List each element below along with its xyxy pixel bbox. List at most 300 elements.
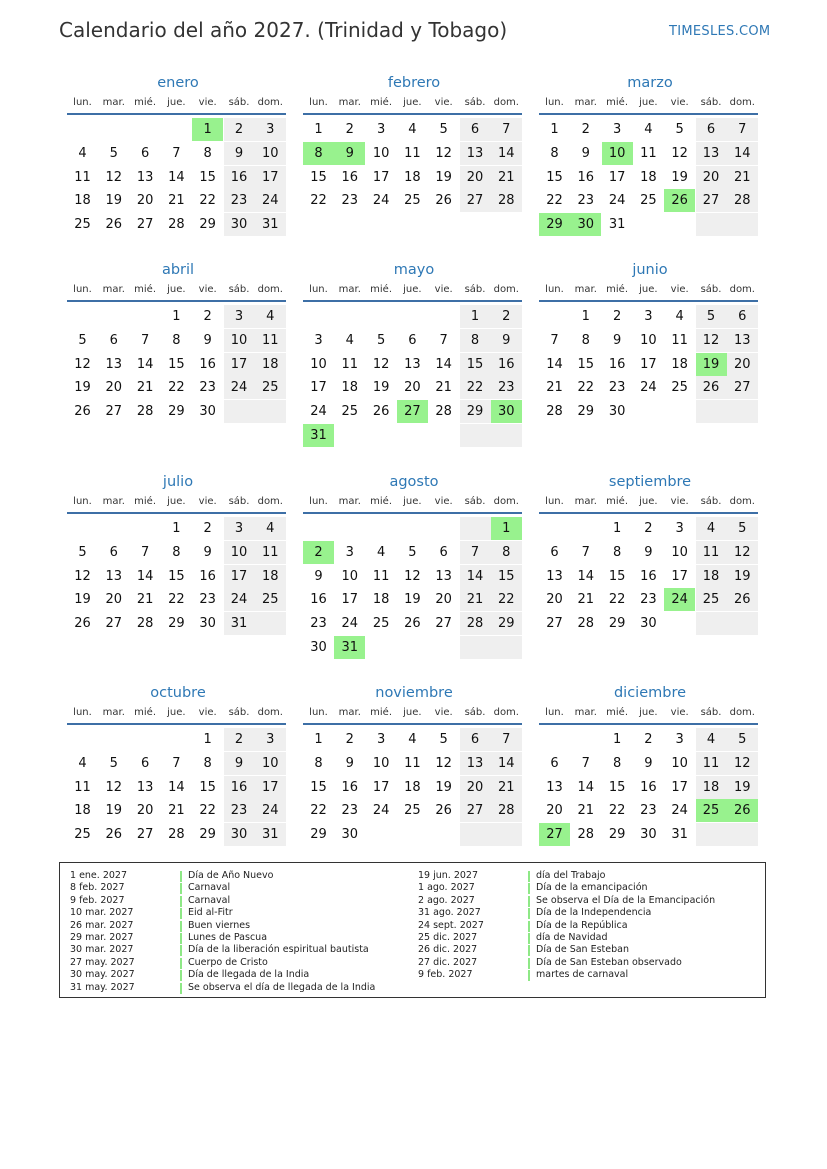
legend-holiday-name: Día de Año Nuevo [188,870,274,881]
day-cell: 26 [74,404,91,420]
day-cell: 21 [435,380,452,396]
weekend-blank-cell [460,517,491,540]
weekday-label: mié. [606,496,629,507]
month-divider [67,300,286,302]
day-cell: 23 [199,380,216,396]
weekday-label: jue. [639,97,658,108]
weekday-label: lun. [545,496,564,507]
day-cell: 25 [255,376,286,399]
day-cell: 10 [310,356,327,372]
day-cell: 16 [491,353,522,376]
page-title: Calendario del año 2027. (Trinidad y Tobago) [59,18,508,42]
day-cell: 16 [341,169,359,185]
day-cell: 8 [612,755,622,771]
legend-holiday-name: Día de la emancipación [536,882,648,894]
weekday-label: vie. [434,97,453,108]
legend-date: 19 jun. 2027 [418,870,479,881]
day-cell: 21 [136,592,154,608]
weekday-label: sáb. [700,707,722,718]
legend-holiday-marker [180,945,182,956]
day-cell: 10 [372,145,390,161]
holiday-legend [59,862,766,998]
day-cell: 12 [105,169,123,185]
day-cell: 23 [491,376,522,399]
day-cell: 26 [404,616,421,632]
month-divider [539,512,758,514]
day-cell: 23 [341,803,359,819]
day-cell: 17 [341,592,359,608]
legend-holiday-name: Cuerpo de Cristo [188,956,268,968]
legend-holiday-name: Día de San Esteban [536,944,629,956]
weekday-label: jue. [403,284,422,295]
legend-holiday-name: Se observa el Día de la Emancipación [536,894,716,906]
day-cell: 15 [608,568,626,584]
day-cell: 17 [640,356,657,372]
day-cell: 30 [608,404,626,420]
day-cell: 16 [608,356,626,372]
day-cell: 22 [491,588,522,611]
day-cell: 25 [255,588,286,611]
day-cell: 4 [696,728,727,751]
day-cell: 12 [435,145,452,161]
legend-holiday-marker [180,871,182,882]
weekday-label: mié. [134,496,157,507]
weekday-label: lun. [545,284,564,295]
day-cell: 20 [105,380,123,396]
day-cell: 5 [78,544,87,560]
day-cell: 13 [546,779,563,795]
legend-holiday-name: Carnaval [188,894,231,906]
weekend-blank-cell [696,823,727,846]
weekday-label: sáb. [700,97,722,108]
day-cell: 3 [675,732,684,747]
holiday-day-cell: 31 [334,636,365,659]
day-cell: 16 [640,568,657,584]
day-cell: 9 [345,755,354,771]
day-cell: 30 [310,640,327,655]
day-cell: 25 [74,217,91,233]
day-cell: 31 [671,827,688,843]
day-cell: 15 [577,356,595,372]
holiday-day-cell: 30 [570,213,601,236]
weekday-label: lun. [73,496,92,507]
weekday-label: lun. [545,707,564,718]
day-cell: 27 [460,799,491,822]
brand-link[interactable]: TIMESLES.COM [669,24,771,39]
day-cell: 19 [74,592,91,608]
day-cell: 6 [140,145,150,161]
day-cell: 1 [612,521,622,536]
day-cell: 21 [168,193,185,209]
day-cell: 25 [696,588,727,611]
legend-date: 9 feb. 2027 [70,894,125,906]
weekday-label: vie. [434,707,453,718]
month-name: febrero [387,75,441,91]
weekday-label: jue. [639,284,658,295]
legend-holiday-marker [180,883,182,894]
day-cell: 17 [608,169,626,185]
day-cell: 27 [136,217,154,233]
day-cell: 13 [105,568,123,584]
day-cell: 10 [224,541,255,564]
weekend-blank-cell [491,823,522,846]
day-cell: 15 [168,356,185,372]
legend-date: 25 dic. 2027 [418,932,478,943]
day-cell: 2 [644,732,653,747]
day-cell: 5 [109,145,118,161]
day-cell: 29 [460,400,491,423]
day-cell: 29 [168,616,185,632]
day-cell: 12 [727,541,758,564]
day-cell: 28 [546,404,563,420]
day-cell: 10 [671,755,688,771]
day-cell: 24 [255,799,286,822]
day-cell: 21 [168,803,185,819]
day-cell: 14 [435,356,452,372]
holiday-day-cell: 1 [491,517,522,540]
day-cell: 9 [491,329,522,352]
day-cell: 2 [581,122,590,137]
day-cell: 20 [727,353,758,376]
day-cell: 9 [612,332,622,348]
weekday-label: jue. [639,496,658,507]
month-divider [303,113,522,115]
weekday-label: sáb. [228,707,250,718]
weekday-label: dom. [257,707,283,718]
day-cell: 21 [460,588,491,611]
day-cell: 11 [404,755,421,771]
day-cell: 6 [140,755,150,771]
day-cell: 14 [168,169,185,185]
weekend-blank-cell [491,424,522,447]
weekday-label: lun. [309,284,328,295]
legend-date: 29 mar. 2027 [70,932,134,943]
day-cell: 29 [608,827,626,843]
weekday-label: jue. [167,707,186,718]
day-cell: 1 [172,521,181,536]
day-cell: 8 [203,145,212,161]
day-cell: 19 [105,193,123,209]
weekday-label: mar. [574,284,597,295]
day-cell: 16 [224,166,255,189]
day-cell: 9 [644,755,653,771]
day-cell: 14 [727,142,758,165]
weekday-label: mié. [370,707,393,718]
month-name: abril [161,262,195,278]
day-cell: 4 [408,732,417,747]
day-cell: 11 [671,332,688,348]
day-cell: 3 [224,305,255,328]
day-cell: 7 [581,544,590,560]
legend-holiday-marker [528,883,530,894]
day-cell: 9 [644,544,653,560]
legend-holiday-marker [180,958,182,969]
day-cell: 1 [314,732,323,747]
weekday-label: dom. [493,707,519,718]
weekend-blank-cell [255,612,286,635]
day-cell: 1 [172,309,181,324]
legend-holiday-name: Carnaval [188,882,231,894]
weekend-blank-cell [460,424,491,447]
weekday-label: sáb. [228,97,250,108]
holiday-day-cell: 29 [539,213,570,236]
day-cell: 23 [640,592,657,608]
legend-holiday-marker [528,970,530,981]
day-cell: 31 [224,612,255,635]
legend-holiday-name: Día de la Independencia [536,907,652,919]
holiday-day-cell: 27 [397,400,428,423]
day-cell: 10 [640,332,657,348]
day-cell: 24 [255,189,286,212]
day-cell: 6 [696,118,727,141]
day-cell: 22 [168,380,185,396]
weekday-label: jue. [403,496,422,507]
day-cell: 15 [546,169,563,185]
weekday-label: mié. [606,284,629,295]
day-cell: 11 [696,541,727,564]
day-cell: 26 [105,217,123,233]
day-cell: 10 [224,329,255,352]
day-cell: 16 [310,592,327,608]
day-cell: 30 [640,827,657,843]
day-cell: 7 [491,118,522,141]
legend-date: 27 may. 2027 [70,956,135,968]
day-cell: 6 [550,544,559,560]
day-cell: 24 [224,376,255,399]
legend-holiday-name: Lunes de Pascua [188,932,268,943]
legend-date: 26 dic. 2027 [418,944,478,956]
day-cell: 26 [105,827,123,843]
holiday-day-cell: 25 [696,799,727,822]
legend-holiday-marker [528,958,530,969]
day-cell: 26 [74,616,91,632]
day-cell: 11 [696,752,727,775]
day-cell: 7 [491,728,522,751]
day-cell: 30 [199,404,216,420]
day-cell: 1 [203,732,212,747]
day-cell: 11 [404,145,421,161]
legend-date: 1 ene. 2027 [70,870,127,881]
day-cell: 2 [644,521,653,536]
weekday-label: mar. [102,496,125,507]
day-cell: 15 [491,565,522,588]
day-cell: 18 [404,779,421,795]
day-cell: 16 [224,776,255,799]
month-name: junio [632,262,668,278]
day-cell: 20 [460,166,491,189]
day-cell: 1 [550,122,559,137]
day-cell: 21 [577,803,595,819]
day-cell: 5 [439,122,448,137]
day-cell: 10 [372,755,390,771]
day-cell: 24 [640,380,657,396]
weekday-label: sáb. [700,284,722,295]
day-cell: 13 [435,568,452,584]
day-cell: 13 [136,779,154,795]
day-cell: 9 [224,142,255,165]
day-cell: 7 [172,145,181,161]
day-cell: 14 [136,356,154,372]
day-cell: 15 [310,169,327,185]
day-cell: 13 [546,568,563,584]
day-cell: 25 [640,193,657,209]
weekday-label: mar. [338,496,361,507]
day-cell: 18 [74,193,91,209]
day-cell: 1 [314,122,323,137]
weekend-blank-cell [696,400,727,423]
day-cell: 12 [696,329,727,352]
day-cell: 27 [105,404,123,420]
weekday-label: lun. [545,97,564,108]
day-cell: 29 [199,827,216,843]
day-cell: 6 [460,118,491,141]
month-divider [303,300,522,302]
weekday-label: sáb. [464,496,486,507]
day-cell: 24 [372,803,390,819]
day-cell: 9 [581,145,590,161]
weekday-label: vie. [434,496,453,507]
day-cell: 10 [255,142,286,165]
day-cell: 18 [74,803,91,819]
weekday-label: jue. [167,284,186,295]
day-cell: 19 [435,779,452,795]
day-cell: 14 [491,142,522,165]
month-divider [303,512,522,514]
month-name: octubre [150,685,206,701]
day-cell: 22 [310,193,327,209]
day-cell: 24 [341,616,359,632]
legend-holiday-marker [528,921,530,932]
weekday-label: dom. [729,496,755,507]
legend-date: 30 may. 2027 [70,969,135,981]
month-name: agosto [389,474,439,490]
day-cell: 8 [203,755,212,771]
day-cell: 12 [372,356,390,372]
day-cell: 7 [581,755,590,771]
legend-holiday-marker [180,983,182,994]
legend-date: 1 ago. 2027 [418,882,475,894]
legend-date: 9 feb. 2027 [418,969,473,981]
day-cell: 3 [224,517,255,540]
day-cell: 3 [376,732,386,747]
day-cell: 29 [491,612,522,635]
day-cell: 17 [255,776,286,799]
day-cell: 5 [727,728,758,751]
legend-holiday-marker [180,970,182,981]
day-cell: 11 [341,356,359,372]
day-cell: 22 [199,193,216,209]
day-cell: 11 [640,145,657,161]
month-name: mayo [393,262,435,278]
month-name: marzo [627,75,673,91]
day-cell: 14 [577,779,595,795]
day-cell: 28 [168,827,185,843]
day-cell: 5 [408,544,417,560]
legend-date: 2 ago. 2027 [418,894,475,906]
legend-date: 24 sept. 2027 [418,919,484,931]
day-cell: 9 [203,332,212,348]
weekday-label: mar. [574,707,597,718]
day-cell: 19 [105,803,123,819]
month-name: noviembre [375,685,453,701]
day-cell: 5 [439,732,448,747]
day-cell: 5 [109,755,118,771]
day-cell: 13 [105,356,123,372]
legend-holiday-marker [528,908,530,919]
day-cell: 20 [546,803,563,819]
day-cell: 28 [136,404,154,420]
weekend-blank-cell [696,213,727,236]
day-cell: 1 [460,305,491,328]
month-name: enero [157,75,199,91]
weekday-label: vie. [198,284,217,295]
day-cell: 27 [546,616,563,632]
month-divider [67,723,286,725]
weekday-label: jue. [167,496,186,507]
holiday-day-cell: 9 [334,142,365,165]
day-cell: 18 [372,592,390,608]
day-cell: 7 [172,755,181,771]
day-cell: 11 [372,568,390,584]
day-cell: 5 [675,122,684,137]
day-cell: 9 [314,568,323,584]
day-cell: 2 [203,309,212,324]
day-cell: 2 [224,728,255,751]
day-cell: 15 [460,353,491,376]
legend-holiday-name: día de Navidad [536,932,608,943]
day-cell: 18 [404,169,421,185]
day-cell: 15 [310,779,327,795]
day-cell: 14 [491,752,522,775]
weekend-blank-cell [491,636,522,659]
weekend-blank-cell [224,400,255,423]
holiday-day-cell: 27 [539,823,570,846]
day-cell: 19 [74,380,91,396]
day-cell: 20 [136,803,154,819]
day-cell: 17 [310,380,327,396]
legend-date: 8 feb. 2027 [70,882,125,894]
weekday-label: lun. [73,707,92,718]
day-cell: 26 [435,803,452,819]
day-cell: 19 [372,380,390,396]
day-cell: 12 [727,752,758,775]
day-cell: 18 [341,380,359,396]
day-cell: 8 [314,755,323,771]
weekday-label: dom. [257,284,283,295]
day-cell: 31 [255,823,286,846]
weekday-label: lun. [309,496,328,507]
day-cell: 8 [460,329,491,352]
day-cell: 12 [404,568,421,584]
weekday-label: dom. [493,97,519,108]
weekend-blank-cell [727,213,758,236]
day-cell: 12 [671,145,688,161]
holiday-day-cell: 10 [602,142,633,165]
day-cell: 14 [546,356,563,372]
weekday-label: vie. [670,707,689,718]
month-divider [539,723,758,725]
day-cell: 26 [372,404,390,420]
day-cell: 28 [460,612,491,635]
weekend-blank-cell [727,612,758,635]
day-cell: 12 [74,568,91,584]
holiday-day-cell: 30 [491,400,522,423]
weekday-label: mar. [102,707,125,718]
day-cell: 25 [671,380,688,396]
day-cell: 9 [224,752,255,775]
day-cell: 16 [640,779,657,795]
weekday-label: sáb. [464,97,486,108]
